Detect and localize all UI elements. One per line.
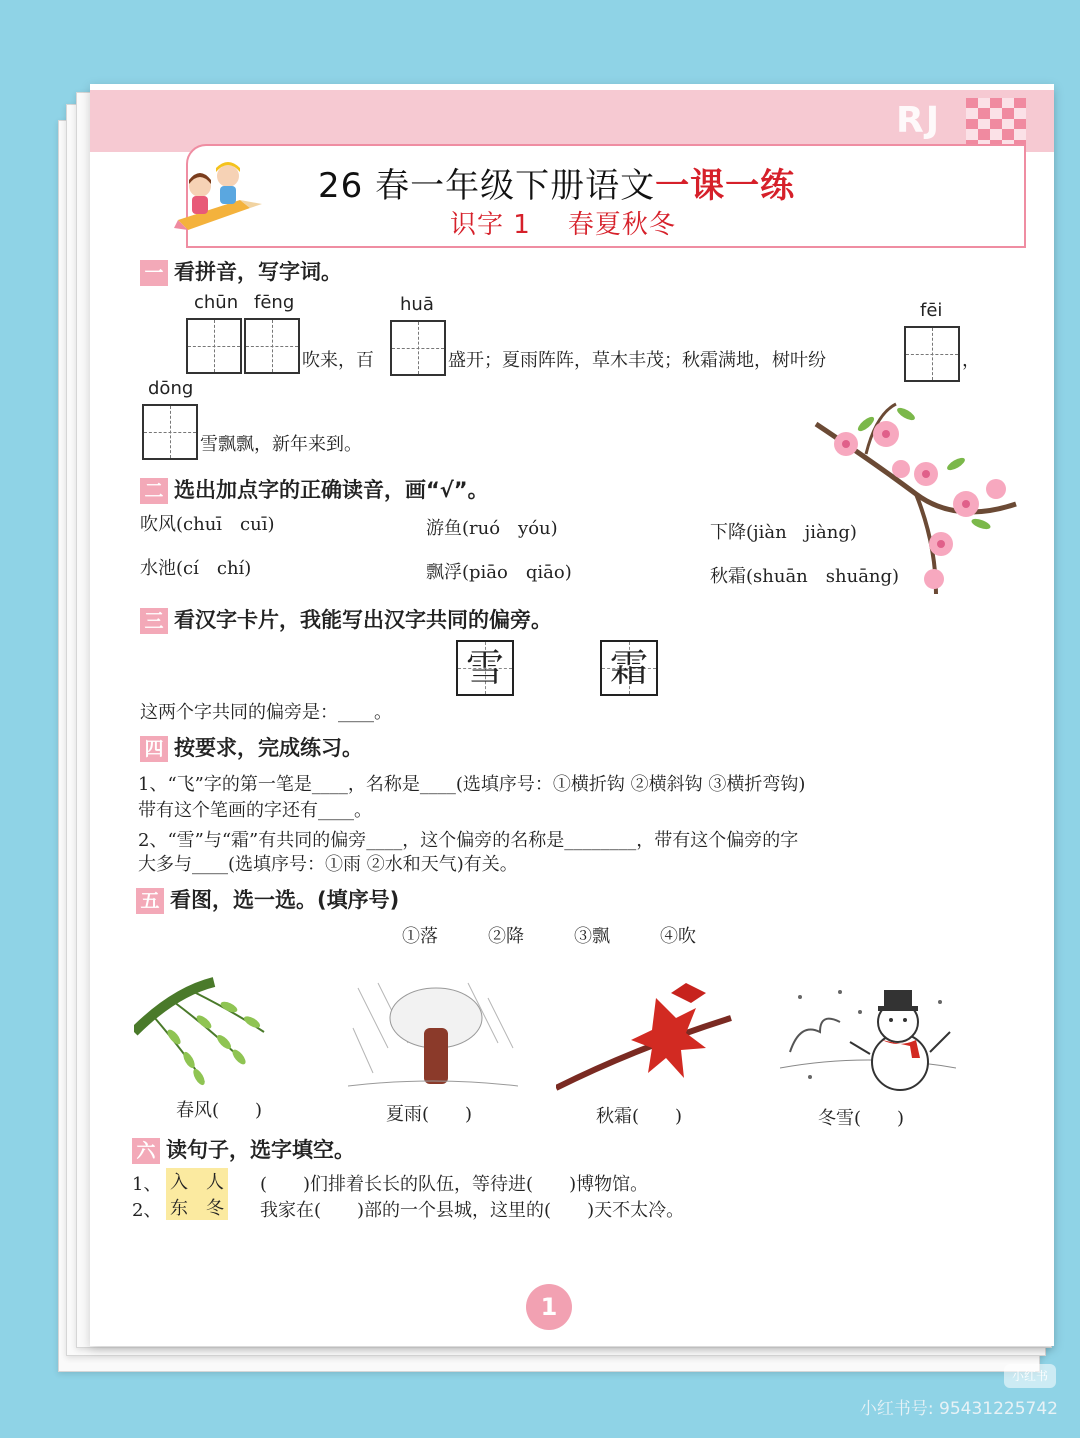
s1-text-1: 吹来，百	[302, 350, 374, 371]
s6-row-1-choices: 入 人	[166, 1168, 228, 1194]
section-1-number: 一	[140, 260, 168, 286]
pinyin-feng: fēng	[254, 292, 295, 313]
winter-snowman-picture	[780, 982, 956, 1098]
section-3-title: 三 看汉字卡片，我能写出汉字共同的偏旁。	[140, 604, 552, 634]
section-5-number: 五	[136, 888, 164, 914]
s1-text-3: ，	[962, 350, 980, 371]
s4-line-2: 带有这个笔画的字还有____。	[138, 800, 372, 821]
reading-item-2[interactable]: 游鱼(ruó yóu)	[426, 518, 558, 539]
page-number: 1	[526, 1284, 572, 1330]
checker-decoration	[966, 98, 1026, 150]
caption-autumn-frost: 秋霜( )	[596, 1106, 683, 1127]
title-box	[186, 144, 1026, 248]
section-4-title: 四 按要求，完成练习。	[140, 732, 363, 762]
writing-box-chun[interactable]	[186, 318, 242, 374]
writing-box-feng[interactable]	[244, 318, 300, 374]
section-2-number: 二	[140, 478, 168, 504]
caption-winter-snow: 冬雪( )	[818, 1108, 905, 1129]
reading-item-1[interactable]: 吹风(chuī cuī)	[140, 514, 275, 535]
option-1: ①落	[402, 926, 438, 947]
section-6-title: 六 读句子，选字填空。	[132, 1134, 355, 1164]
s4-line-4: 大多与____(选填序号：①雨 ②水和天气)有关。	[138, 854, 518, 875]
section-5-title: 五 看图，选一选。(填序号)	[136, 884, 399, 914]
spring-wind-willow-picture	[134, 972, 274, 1092]
writing-box-fei[interactable]	[904, 326, 960, 382]
writing-box-dong[interactable]	[142, 404, 198, 460]
s6-row-2-number: 2、	[132, 1200, 162, 1221]
character-card-1: 雪	[456, 640, 514, 696]
section-4-number: 四	[140, 736, 168, 762]
pinyin-hua: huā	[400, 294, 434, 315]
section-2-title: 二 选出加点字的正确读音，画“√”。	[140, 474, 489, 504]
title-accent: 一课一练	[655, 166, 796, 206]
kids-on-pencil-illustration	[170, 148, 270, 248]
xiaohongshu-badge: 小红书	[1004, 1364, 1056, 1388]
s4-line-1: 1、“飞”字的第一笔是____，名称是____(选填序号：①横折钩 ②横斜钩 ③横折弯钩)	[138, 774, 806, 795]
autumn-frost-leaf-picture	[556, 978, 736, 1094]
summer-rain-tree-picture	[348, 978, 518, 1094]
xiaohongshu-watermark: 小红书号: 95431225742	[859, 1399, 1058, 1419]
character-card-2: 霜	[600, 640, 658, 696]
section-6-number: 六	[132, 1138, 160, 1164]
pinyin-chun: chūn	[194, 292, 239, 313]
option-3: ③飘	[574, 926, 610, 947]
s1-text-2: 盛开；夏雨阵阵，草木丰茂；秋霜满地，树叶纷	[448, 350, 826, 371]
s6-row-2-choices: 东 冬	[166, 1194, 228, 1220]
reading-item-5[interactable]: 飘浮(piāo qiāo)	[426, 562, 572, 583]
s3-radical-line: 这两个字共同的偏旁是：____。	[140, 702, 392, 723]
pinyin-dong: dōng	[148, 378, 194, 399]
reading-item-6[interactable]: 秋霜(shuān shuāng)	[710, 566, 900, 587]
caption-spring-wind: 春风( )	[176, 1100, 263, 1121]
option-2: ②降	[488, 926, 524, 947]
s6-row-1-number: 1、	[132, 1174, 162, 1195]
caption-summer-rain: 夏雨( )	[386, 1104, 473, 1125]
s1-text-4: 雪飘飘，新年来到。	[200, 434, 362, 455]
section-3-number: 三	[140, 608, 168, 634]
s6-row-1-sentence: ( )们排着长长的队伍，等待进( )博物馆。	[260, 1174, 649, 1195]
s6-row-2-sentence: 我家在( )部的一个县城，这里的( )天不太冷。	[260, 1200, 685, 1221]
section-1-title: 一 看拼音，写字词。	[140, 256, 342, 286]
writing-box-hua[interactable]	[390, 320, 446, 376]
reading-item-3[interactable]: 下降(jiàn jiàng)	[710, 522, 857, 543]
pinyin-fei: fēi	[920, 300, 943, 321]
s4-line-3: 2、“雪”与“霜”有共同的偏旁____，这个偏旁的名称是________，带有这个偏旁的字	[138, 830, 799, 851]
worksheet-page	[90, 84, 1054, 1346]
reading-item-4[interactable]: 水池(cí chí)	[140, 558, 252, 579]
rj-badge: RJ	[896, 100, 942, 141]
option-4: ④吹	[660, 926, 696, 947]
page-title: 26 春一年级下册语文一课一练	[318, 166, 796, 206]
page-subtitle: 识字 1 春夏秋冬	[450, 210, 676, 240]
